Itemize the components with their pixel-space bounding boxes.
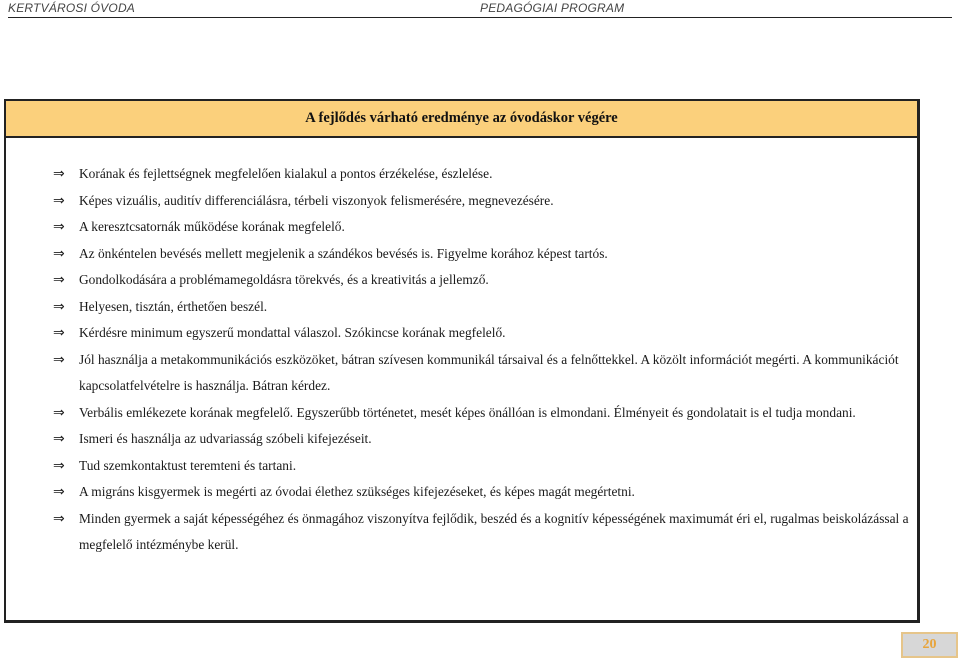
outcome-item-text: Gondolkodására a problémamegoldásra törekvés, és a kreativitás a jellemző.: [79, 272, 489, 287]
outcome-list-item: [6, 294, 917, 321]
outcome-item-text: Ismeri és használja az udvariasság szóbeli kifejezéseit.: [79, 431, 372, 446]
double-arrow-icon: ⇒: [53, 298, 65, 315]
outcome-list-item: [6, 161, 917, 188]
header-document-title: PEDAGÓGIAI PROGRAM: [480, 1, 625, 15]
outcome-list-item: [6, 347, 917, 400]
double-arrow-icon: ⇒: [53, 351, 65, 368]
page-header: [8, 0, 952, 18]
outcome-list-item: [6, 267, 917, 294]
double-arrow-icon: ⇒: [53, 325, 65, 341]
double-arrow-icon: ⇒: [53, 457, 65, 474]
outcome-item-text: Jól használja a metakommunikációs eszközöket, bátran szívesen kommunikál társaival és a felnőttekkel. A közölt információt megérti. A kommunikációt kapcsolatfelvételre is használja. Bátran kérdez.: [79, 351, 899, 393]
outcome-list-item: [6, 426, 917, 453]
double-arrow-icon: ⇒: [53, 484, 65, 500]
outcome-list: [6, 138, 917, 559]
outcome-item-text: Tud szemkontaktust teremteni és tartani.: [79, 457, 297, 473]
outcome-list-item: [6, 320, 917, 347]
double-arrow-icon: ⇒: [53, 272, 65, 288]
outcome-list-item: [6, 241, 917, 268]
double-arrow-icon: ⇒: [53, 219, 65, 235]
double-arrow-icon: ⇒: [53, 245, 65, 262]
header-school-name: KERTVÁROSI ÓVODA: [8, 1, 136, 15]
outcome-item-text: A migráns kisgyermek is megérti az óvodai élethez szükséges kifejezéseket, és képes magát megértetni.: [79, 484, 635, 499]
double-arrow-icon: ⇒: [53, 431, 65, 447]
outcome-item-text: Az önkéntelen bevésés mellett megjelenik a szándékos bevésés is. Figyelme korához képest tartós.: [79, 245, 608, 261]
outcome-list-item: [6, 188, 917, 215]
outcome-item-text: A keresztcsatornák működése korának megfelelő.: [79, 219, 345, 234]
double-arrow-icon: ⇒: [53, 192, 65, 209]
outcome-box: [4, 99, 920, 623]
double-arrow-icon: ⇒: [53, 404, 65, 421]
outcome-item-text: Kérdésre minimum egyszerű mondattal válaszol. Szókincse korának megfelelő.: [79, 325, 506, 340]
outcome-list-item: [6, 453, 917, 480]
outcome-item-text: Korának és fejlettségnek megfelelően kialakul a pontos érzékelése, észlelése.: [79, 166, 493, 181]
outcome-list-item: [6, 214, 917, 241]
outcome-item-text: Helyesen, tisztán, érthetően beszél.: [79, 298, 268, 314]
outcome-item-text: Verbális emlékezete korának megfelelő. Egyszerűbb történetet, mesét képes önállóan is elmondani. Élményeit és gondolatait is el tudja mondani.: [79, 404, 856, 420]
page-number-badge: [901, 632, 958, 658]
outcome-item-text: Minden gyermek a saját képességéhez és önmagához viszonyítva fejlődik, beszéd és a kognitív képességének maximumát éri el, rugalmas beiskolázással a megfelelő intézménybe kerül.: [79, 510, 909, 552]
double-arrow-icon: ⇒: [53, 166, 65, 182]
outcome-item-text: Képes vizuális, auditív differenciálásra, térbeli viszonyok felismerésére, megnevezésére.: [79, 192, 554, 208]
page-number: 20: [922, 637, 937, 652]
outcome-list-item: [6, 400, 917, 427]
outcome-list-item: [6, 479, 917, 506]
outcome-list-item: [6, 506, 917, 559]
double-arrow-icon: ⇒: [53, 510, 65, 527]
outcome-box-title: A fejlődés várható eredménye az óvodáskor végére: [6, 101, 917, 138]
